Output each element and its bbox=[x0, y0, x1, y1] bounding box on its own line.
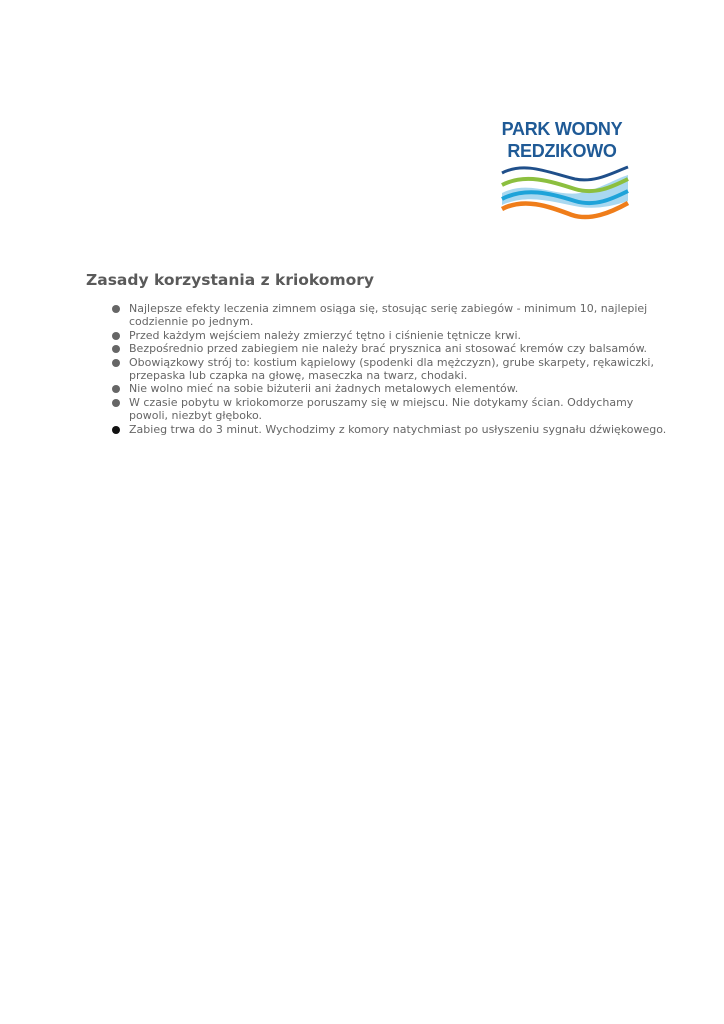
bullet-icon bbox=[112, 426, 120, 434]
park-wodny-logo bbox=[498, 115, 634, 225]
logo-title-line2: REDZIKOWO bbox=[507, 141, 617, 161]
rule-item bbox=[110, 302, 670, 329]
rule-text: Nie wolno mieć na sobie biżuterii ani żadnych metalowych elementów. bbox=[129, 382, 519, 396]
rule-item bbox=[110, 423, 670, 436]
rule-item bbox=[110, 342, 670, 355]
rule-text: Przed każdym wejściem należy zmierzyć tętno i ciśnienie tętnicze krwi. bbox=[129, 328, 522, 342]
rule-text: Obowiązkowy strój to: kostium kąpielowy (spodenki dla mężczyzn), grube skarpety, rękawiczki, przepaska lub czapka na głowę, maseczka na twarz, chodaki. bbox=[129, 355, 654, 383]
rule-item bbox=[110, 356, 670, 383]
rule-item bbox=[110, 396, 670, 423]
rule-item bbox=[110, 329, 670, 342]
rule-text: Zabieg trwa do 3 minut. Wychodzimy z komory natychmiast po usłyszeniu sygnału dźwiękowego. bbox=[129, 422, 667, 436]
rule-text: W czasie pobytu w kriokomorze poruszamy się w miejscu. Nie dotykamy ścian. Oddychamy powoli, niezbyt głęboko. bbox=[129, 395, 634, 423]
bullet-icon bbox=[112, 359, 120, 367]
rule-text: Najlepsze efekty leczenia zimnem osiąga się, stosując serię zabiegów - minimum 10, najlepiej codziennie po jednym. bbox=[129, 302, 648, 329]
bullet-icon bbox=[112, 345, 120, 353]
logo-title-line1: PARK WODNY bbox=[501, 119, 623, 139]
bullet-icon bbox=[112, 332, 120, 340]
rule-item bbox=[110, 382, 670, 395]
page-heading: Zasady korzystania z kriokomory bbox=[86, 271, 375, 289]
rule-text: Bezpośrednio przed zabiegiem nie należy brać prysznica ani stosować kremów czy balsamów. bbox=[129, 342, 648, 356]
waves-logo-icon bbox=[500, 163, 632, 223]
bullet-icon bbox=[112, 399, 120, 407]
bullet-icon bbox=[112, 385, 120, 393]
bullet-icon bbox=[112, 305, 120, 313]
rules-list bbox=[110, 302, 670, 436]
